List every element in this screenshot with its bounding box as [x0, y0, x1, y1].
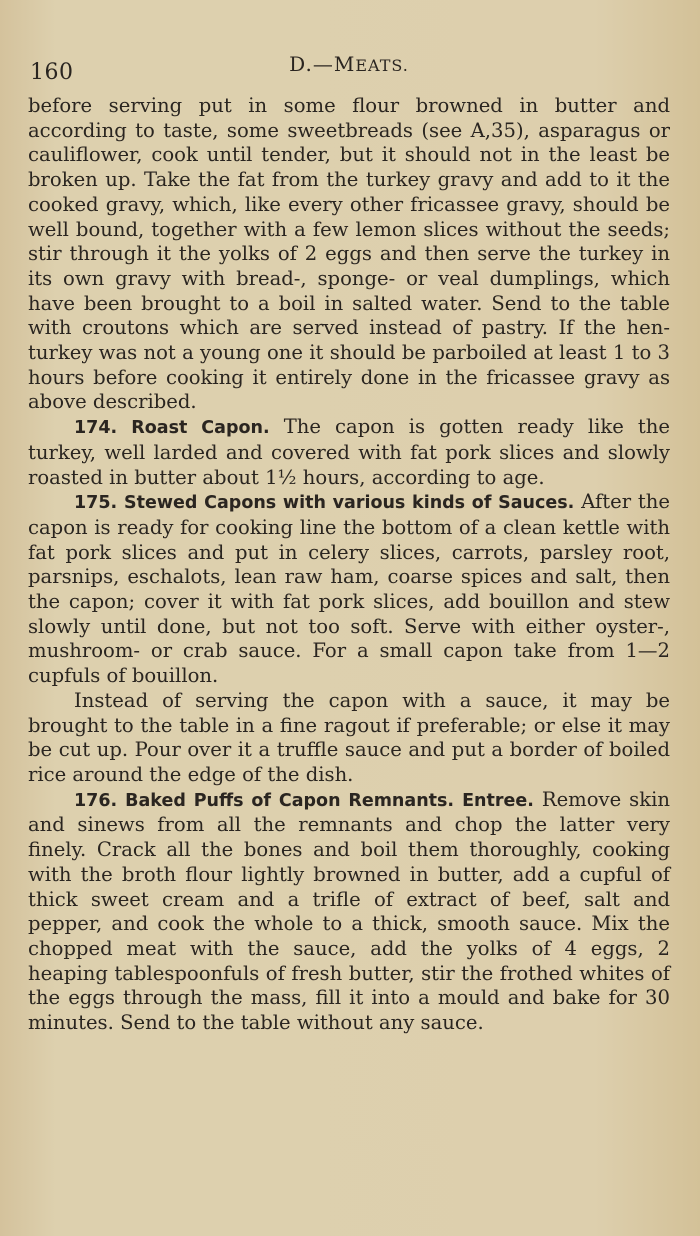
intro-paragraph: before serving put in some flour browned in butter and according to taste, some sweetbreads (see A,35), asparagus or cauliflower, cook until tender, but it should not in the least be broken up. Take the fat from the turkey gravy and add to it the cooked gravy, which, like every other fricassee gravy, should be well bound, together with a few lemon slices without the seeds; stir through it the yolks of 2 eggs and then serve the turkey in its own gravy with bread-, sponge- or veal dumplings, which have been brought to a boil in salted water. Send to the table with croutons which are served instead of pastry. If the hen-turkey was not a young one it should be parboiled at least 1 to 3 hours before cooking it entirely done in the fricassee gravy as above described. [28, 94, 670, 414]
page-header [28, 50, 670, 94]
recipe-number: 176. [74, 790, 118, 811]
recipe-176 [28, 788, 670, 1036]
page-number: 160 [30, 60, 74, 85]
recipe-text: The capon is gotten ready like the turkey, well larded and covered with fat pork slices and slowly roasted in butter about 1½ hours, according to age. [28, 415, 670, 489]
recipe-text: After the capon is ready for cooking line the bottom of a clean kettle with fat pork slices and put in celery slices, carrots, parsley root, parsnips, eschalots, lean raw ham, coarse spices and salt, then the capon; cover it with fat pork slices, add bouillon and stew slowly until done, but not too soft. Serve with either oyster-, mushroom- or crab sauce. For a small capon take from 1—2 cupfuls of bouillon. [28, 490, 670, 688]
recipe-175 [28, 490, 670, 689]
section-title-rest: EATS. [355, 56, 409, 75]
recipe-175-continuation: Instead of serving the capon with a sauce, it may be brought to the table in a fine ragout if preferable; or else it may be cut up. Pour over it a truffle sauce and put a border of boiled rice around the edge of the dish. [28, 688, 670, 786]
page-body [28, 94, 670, 1036]
recipe-title: Stewed Capons with various kinds of Sauces. [124, 493, 575, 514]
recipe-number: 174. [74, 418, 118, 439]
recipe-title: Baked Puffs of Capon Remnants. [125, 790, 455, 811]
recipe-number: 175. [74, 493, 118, 514]
recipe-174 [28, 415, 670, 490]
section-letter: D.— [289, 52, 334, 76]
recipe-text: Remove skin and sinews from all the remnants and chop the latter very finely. Crack all the bones and boil them thoroughly, cooking with the broth flour lightly browned in butter, add a cupful of thick sweet cream and a trifle of extract of beef, salt and pepper, and cook the whole to a thick, smooth sauce. Mix the chopped meat with the sauce, add the yolks of 4 eggs, 2 heaping tablespoonfuls of fresh butter, stir the frothed whites of the eggs through the mass, fill it into a mould and bake for 30 minutes. Send to the table without any sauce. [28, 787, 670, 1035]
running-title [28, 52, 670, 76]
recipe-label: Entree. [462, 790, 534, 811]
section-title-initial: M [333, 52, 356, 76]
recipe-title: Roast Capon. [131, 418, 270, 439]
